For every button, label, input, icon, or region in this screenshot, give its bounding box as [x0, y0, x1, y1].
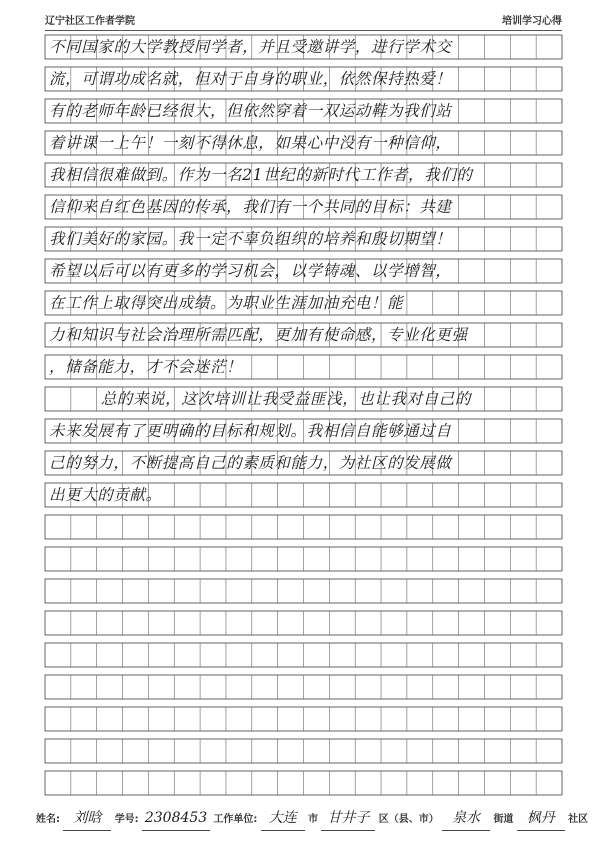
- text-line: 不同国家的大学教授同学者，并且受邀讲学，进行学术交: [49, 38, 452, 56]
- name-label: 姓名:: [36, 814, 60, 825]
- text-line: 力和知识与社会治理所需匹配，更加有使命感，专业化更强: [49, 326, 468, 344]
- text-line: 我相信很难做到。作为一名21世纪的新时代工作者，我们的: [49, 166, 473, 184]
- grid-row: [45, 675, 562, 699]
- text-line: 流，可谓功成名就，但对于自身的职业，依然保持热爱！: [49, 70, 452, 88]
- grid-row: [45, 547, 562, 571]
- unit-label: 工作单位:: [213, 814, 258, 825]
- city-value: 大连: [261, 806, 305, 831]
- grid-row: [45, 771, 562, 795]
- city-label: 市: [308, 814, 319, 825]
- community-value: 枫丹: [517, 806, 565, 831]
- grid-row: [45, 515, 562, 539]
- footer-info: [36, 806, 589, 830]
- grid-row: [45, 611, 562, 635]
- district-value: 甘井子: [321, 806, 375, 831]
- text-line: 在工作上取得突出成绩。为职业生涯加油充电！能: [49, 294, 404, 312]
- text-line: ，储备能力，才不会迷茫！: [49, 358, 243, 376]
- text-line: 出更大的贡献。: [49, 486, 162, 504]
- grid-row: [45, 707, 562, 731]
- text-line: 希望以后可以有更多的学习机会，以学铸魂、以学增智，: [49, 262, 452, 280]
- text-line: 未来发展有了更明确的目标和规划。我相信自能够通过自: [49, 422, 452, 440]
- header-school-name: 辽宁社区工作者学院: [45, 16, 135, 27]
- header-doc-title: 培训学习心得: [502, 16, 562, 27]
- street-label: 街道: [493, 814, 514, 825]
- id-label: 学号:: [114, 814, 139, 825]
- name-value: 刘晗: [63, 806, 111, 831]
- text-line: 有的老师年龄已经很大，但依然穿着一双运动鞋为我们站: [49, 102, 452, 120]
- id-value: 2308453: [142, 806, 210, 831]
- text-line: 总的来说，这次培训让我受益匪浅，也让我对自己的: [100, 390, 471, 408]
- text-line: 我们美好的家园。我一定不辜负组织的培养和殷切期望！: [49, 230, 452, 248]
- district-label: 区（县、市）: [378, 814, 439, 825]
- grid-row: [45, 643, 562, 667]
- text-line: 己的努力，不断提高自己的素质和能力，为社区的发展做: [49, 454, 452, 472]
- text-line: 信仰来自红色基因的传承，我们有一个共同的目标：共建: [49, 198, 452, 216]
- community-label: 社区: [568, 814, 589, 825]
- grid-row: [45, 579, 562, 603]
- text-line: 着讲课一上午！一刻不得休息，如果心中没有一种信仰，: [49, 134, 452, 152]
- grid-row: [45, 739, 562, 763]
- street-value: 泉水: [442, 806, 490, 831]
